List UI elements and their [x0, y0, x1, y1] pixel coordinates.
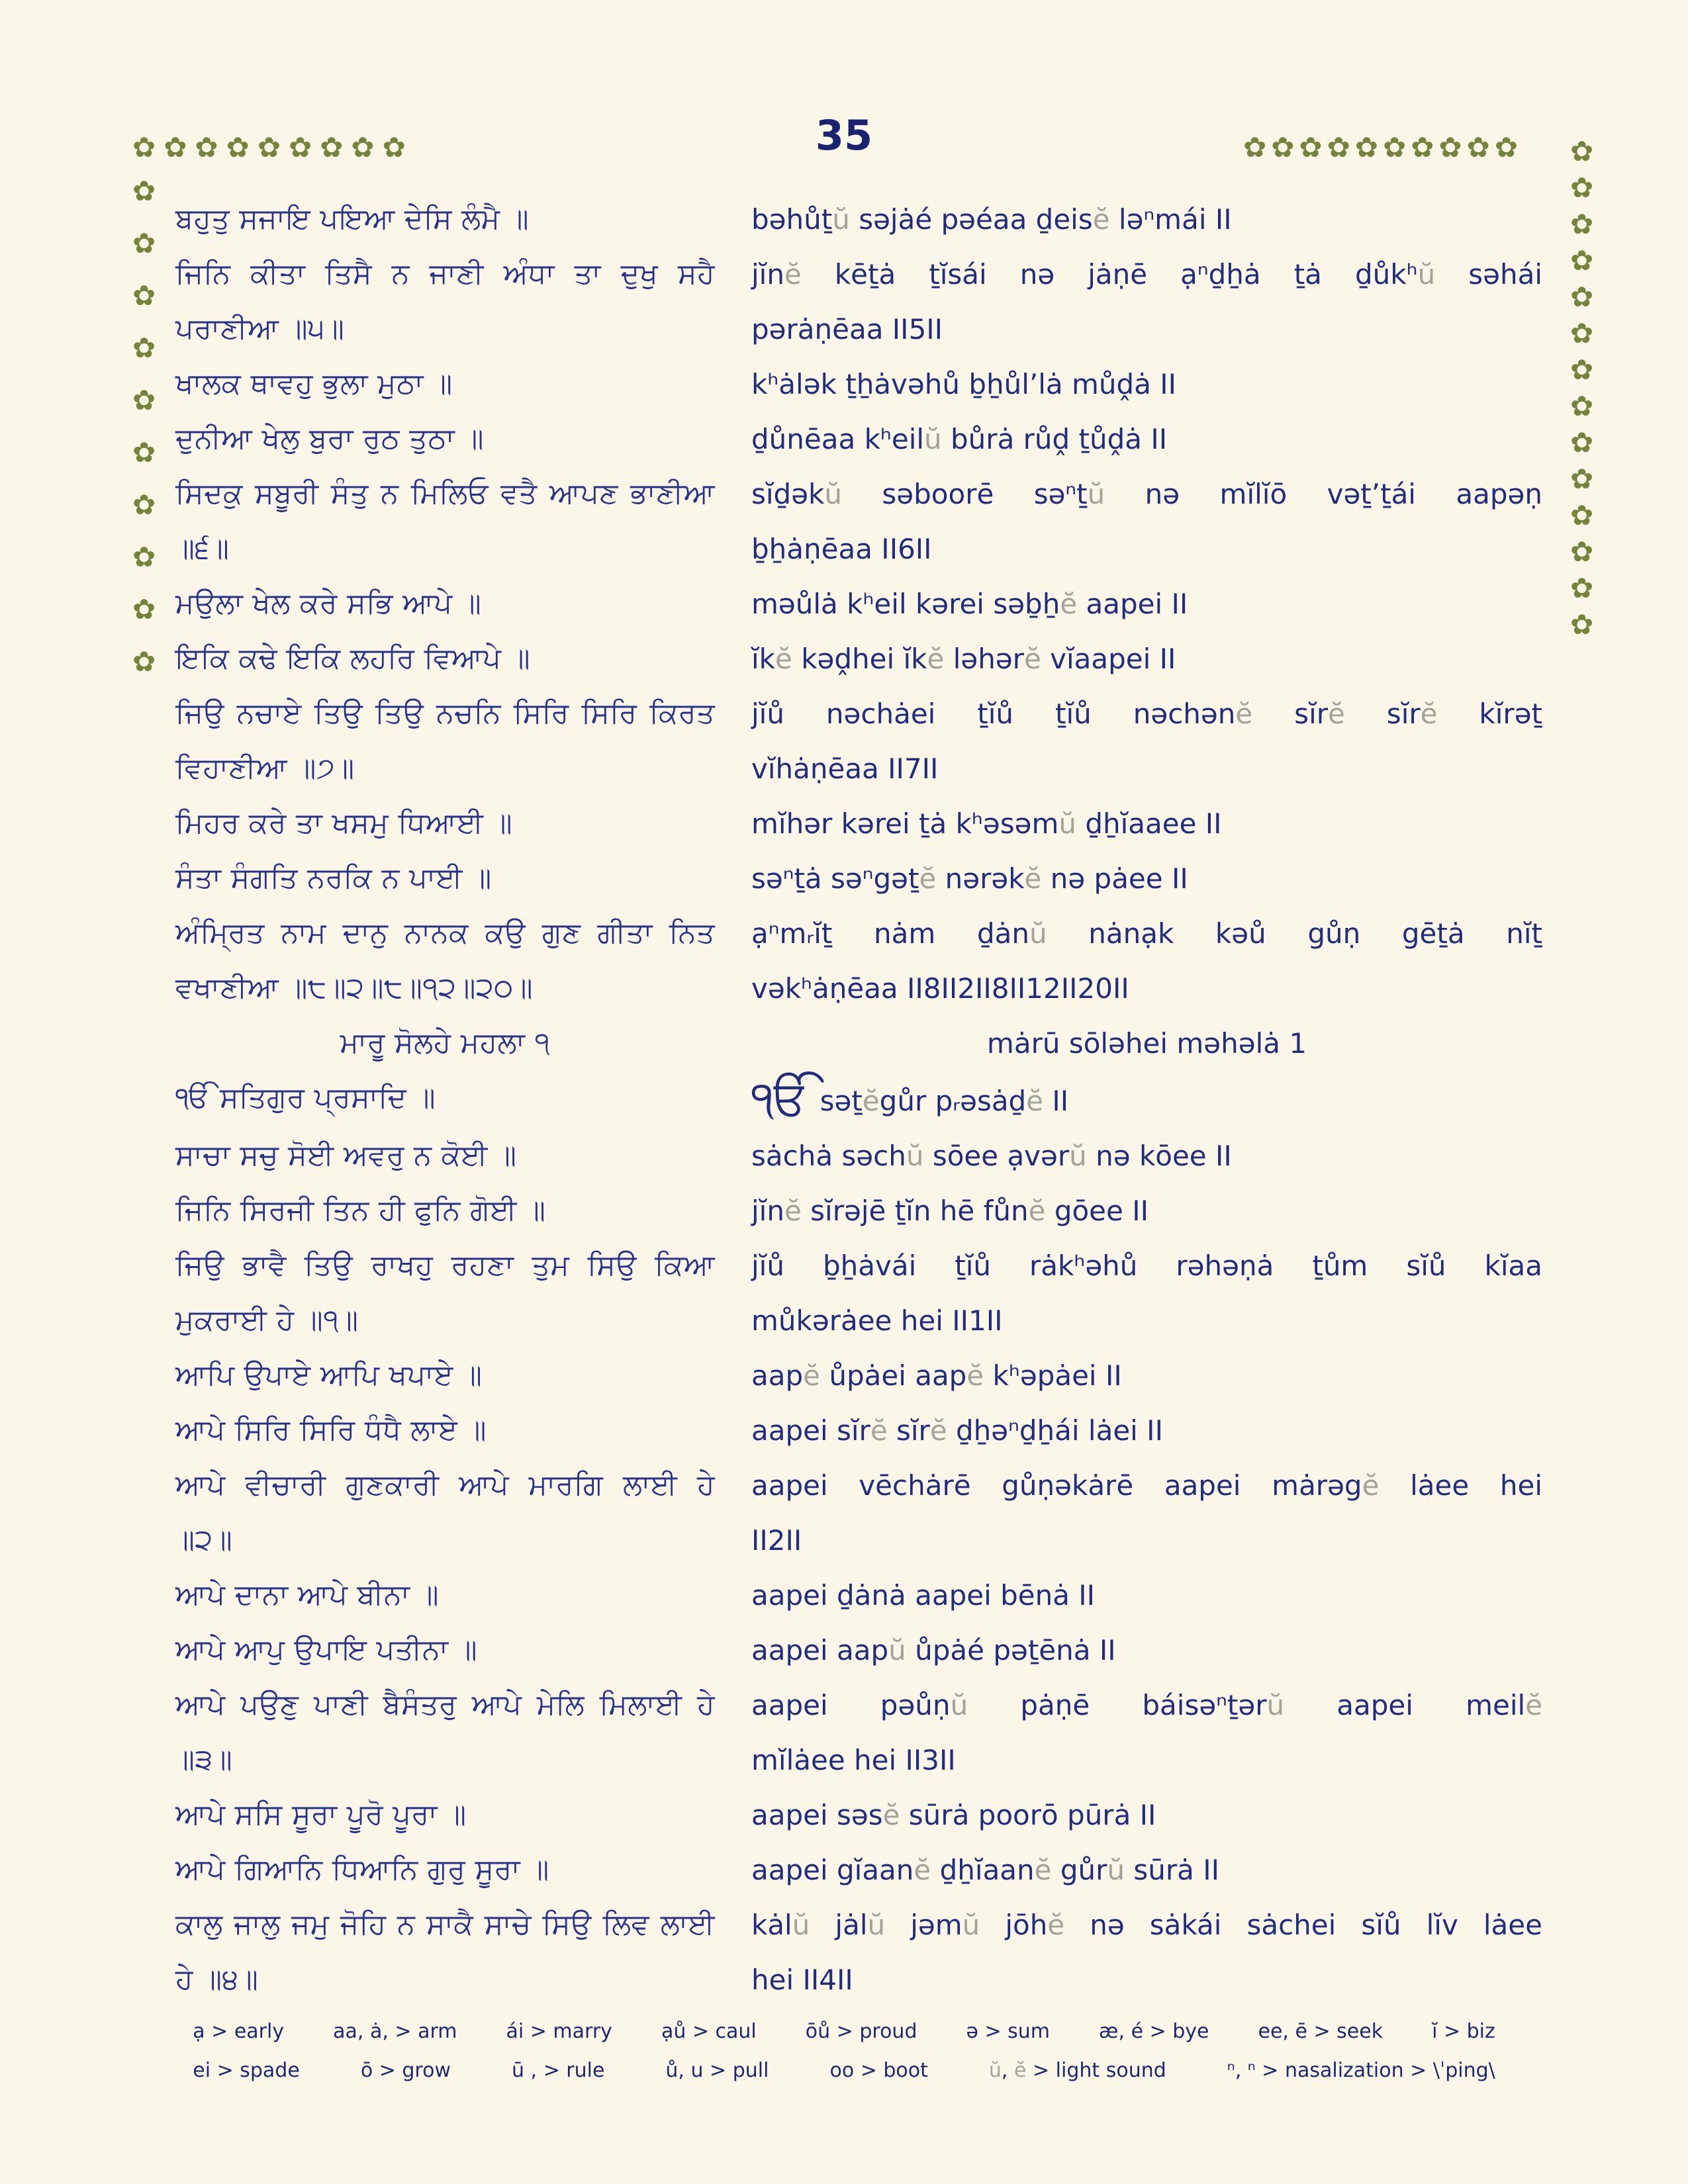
gurmukhi-line: ਬਹੁਤੁ ਸਜਾਇ ਪਇਆ ਦੇਸਿ ਲੰਮੈ ॥ [175, 203, 530, 236]
ornament-border-top-left [132, 131, 406, 163]
roman-line: aapĕ ůpȧei aapĕ kʰəpȧei II [751, 1359, 1122, 1392]
verse-row [175, 1183, 1549, 1238]
gurmukhi-line: ਆਪੇ ਵੀਚਾਰੀ ਗੁਣਕਾਰੀ ਆਪੇ ਮਾਰਗਿ ਲਾਈ ਹੇ ॥੨॥ [175, 1469, 715, 1557]
flower-icon: ✿ [1570, 572, 1594, 604]
flower-icon: ✿ [1570, 535, 1594, 568]
gurmukhi-line: ਅੰਮ੍ਰਿਤ ਨਾਮ ਦਾਨੁ ਨਾਨਕ ਕਉ ਗੁਣ ਗੀਤਾ ਨਿਤ ਵਖਾਣੀਆ ॥੮॥੨॥੮॥੧੨॥੨੦॥ [175, 917, 715, 1005]
flower-icon: ✿ [132, 645, 156, 678]
verse-row [175, 906, 1549, 1016]
verse-row [175, 1623, 1549, 1678]
roman-line: ạⁿmᵣĭṯ nȧm ḏȧnŭ nȧnạk kəů gůṇ gēṯȧ nĭṯ vəkʰȧṇēaa II8II2II8II12II20II [751, 917, 1542, 1005]
key-item: ōů > proud [805, 2020, 917, 2043]
gurmukhi-line: ਆਪੇ ਆਪੁ ਉਪਾਇ ਪਤੀਨਾ ॥ [175, 1633, 478, 1666]
verse-row [175, 357, 1549, 412]
gurmukhi-line: ਸਾਚਾ ਸਚੁ ਸੋਈ ਅਵਰੁ ਨ ਕੋਈ ॥ [175, 1139, 517, 1172]
verse-row [175, 467, 1549, 576]
key-item: ee, ē > seek [1258, 2020, 1383, 2043]
section-heading-row [175, 1016, 1549, 1071]
gurmukhi-line: ਆਪੇ ਸਸਿ ਸੂਰਾ ਪੂਰੋ ਪੂਰਾ ॥ [175, 1798, 467, 1831]
flower-icon: ✿ [195, 131, 218, 163]
verse-row [175, 796, 1549, 851]
gurmukhi-line: ਇਕਿ ਕਢੇ ਇਕਿ ਲਹਰਿ ਵਿਆਪੇ ॥ [175, 642, 531, 675]
gurmukhi-line: ਜਿਉ ਭਾਵੈ ਤਿਉ ਰਾਖਹੁ ਰਹਣਾ ਤੁਮ ਸਿਉ ਕਿਆ ਮੁਕਰਾਈ ਹੇ ॥੧॥ [175, 1249, 715, 1337]
roman-line: məůlȧ kʰeil kərei səḇẖĕ aapei II [751, 588, 1188, 620]
roman-line: jĭů ḇẖȧvái ṯĭů rȧkʰəhů rəhəṇȧ ṯům sĭů kĭaa můkərȧee hei II1II [751, 1250, 1542, 1337]
flower-icon: ✿ [351, 131, 375, 163]
verse-row [175, 412, 1549, 467]
invocation-row [175, 1071, 1549, 1128]
flower-icon: ✿ [132, 131, 156, 163]
flower-icon: ✿ [1570, 208, 1594, 240]
key-item: ū , > rule [511, 2059, 605, 2082]
verse-row [175, 1403, 1549, 1458]
flower-icon: ✿ [1411, 131, 1434, 163]
flower-icon: ✿ [1383, 131, 1407, 163]
flower-icon: ✿ [1327, 131, 1350, 163]
flower-icon: ✿ [1570, 499, 1594, 531]
pronunciation-key-row-2 [182, 2059, 1506, 2082]
key-item: ĭ > biz [1432, 2020, 1495, 2043]
flower-icon: ✿ [1243, 131, 1267, 163]
gurmukhi-line: ਕਾਲੁ ਜਾਲੁ ਜਮੁ ਜੋਹਿ ਨ ਸਾਕੈ ਸਾਚੇ ਸਿਉ ਲਿਵ ਲਾਈ ਹੇ ॥੪॥ [175, 1908, 715, 1996]
verse-row [175, 851, 1549, 906]
gurmukhi-line: ਜਿਨਿ ਕੀਤਾ ਤਿਸੈ ਨ ਜਾਣੀ ਅੰਧਾ ਤਾ ਦੁਖੁ ਸਹੈ ਪਰਾਣੀਆ ॥੫॥ [175, 257, 715, 345]
verse-row [175, 1678, 1549, 1788]
key-item: ạů > caul [661, 2020, 757, 2043]
verse-row [175, 1897, 1549, 2007]
roman-line: mĭhər kərei ṯȧ kʰəsəmŭ ḏẖĭaaee II [751, 807, 1222, 840]
flower-icon: ✿ [1466, 131, 1490, 163]
gurmukhi-line: ਜਿਉ ਨਚਾਏ ਤਿਉ ਤਿਉ ਨਚਨਿ ਸਿਰਿ ਸਿਰਿ ਕਿਰਤ ਵਿਹਾਣੀਆ ॥੭॥ [175, 697, 715, 785]
gurmukhi-line: ਆਪੇ ਸਿਰਿ ਸਿਰਿ ਧੰਧੈ ਲਾਏ ॥ [175, 1414, 487, 1447]
verse-row [175, 686, 1549, 796]
roman-line: sȧchȧ səchŭ sōee ạvərŭ nə kōee II [751, 1140, 1232, 1172]
verse-row [175, 1348, 1549, 1403]
gurmukhi-line: ਆਪੇ ਗਿਆਨਿ ਧਿਆਨਿ ਗੁਰੁ ਸੂਰਾ ॥ [175, 1853, 549, 1886]
flower-icon: ✿ [132, 175, 156, 207]
roman-line: ĭkĕ kəḓhei ĭkĕ ləhərĕ vĭaapei II [751, 643, 1176, 675]
verse-row [175, 247, 1549, 357]
roman-line: jĭnĕ kēṯȧ ṯĭsái nə jȧṇē ạⁿḏẖȧ ṯȧ ḏůkʰŭ səhái pərȧṇēaa II5II [751, 258, 1542, 345]
ik-onkar-icon: ੴ [751, 1070, 810, 1126]
roman-invocation-text: səṯĕgůr pᵣəsȧḏĕ II [820, 1085, 1069, 1117]
flower-icon: ✿ [1570, 463, 1594, 495]
verse-row [175, 1788, 1549, 1843]
flower-icon: ✿ [382, 131, 406, 163]
roman-line: səⁿṯȧ səⁿgəṯĕ nərəkĕ nə pȧee II [751, 862, 1188, 895]
roman-line: ḏůnēaa kʰeilŭ bůrȧ růḓ ṯůḓȧ II [751, 423, 1168, 455]
gurmukhi-line: ਮਉਲਾ ਖੇਲ ਕਰੇ ਸਭਿ ਆਪੇ ॥ [175, 587, 482, 620]
pronunciation-key [182, 2020, 1506, 2082]
flower-icon: ✿ [132, 384, 156, 416]
key-item: ŭ, ĕ > light sound [988, 2059, 1166, 2082]
flower-icon: ✿ [1570, 244, 1594, 277]
flower-icon: ✿ [1570, 171, 1594, 204]
flower-icon: ✿ [1299, 131, 1323, 163]
verse-row [175, 192, 1549, 247]
key-item: ạ > early [193, 2020, 285, 2043]
flower-icon: ✿ [132, 332, 156, 364]
flower-icon: ✿ [1570, 390, 1594, 422]
ornament-border-top-right [1243, 131, 1519, 163]
roman-line: aapei aapŭ ůpȧé pəṯēnȧ II [751, 1634, 1116, 1666]
flower-icon: ✿ [132, 436, 156, 469]
gurmukhi-line: ਸਿਦਕੁ ਸਬੂਰੀ ਸੰਤੁ ਨ ਮਿਲਿਓ ਵਤੈ ਆਪਣ ਭਾਣੀਆ ॥੬॥ [175, 477, 715, 565]
scripture-body [175, 192, 1549, 2007]
gurmukhi-line: ਆਪਿ ਉਪਾਏ ਆਪਿ ਖਪਾਏ ॥ [175, 1359, 483, 1392]
page-number: 35 [815, 111, 873, 159]
roman-line: aapei ḏȧnȧ aapei bēnȧ II [751, 1579, 1096, 1612]
key-item: ə > sum [966, 2020, 1051, 2043]
flower-icon: ✿ [132, 593, 156, 625]
key-item: ů, u > pull [665, 2059, 769, 2082]
roman-section-heading: mȧrū sōləhei məhəlȧ 1 [986, 1027, 1307, 1060]
roman-line: sĭḏəkŭ səboorē səⁿṯŭ nə mĭlĭō vəṯ’ṯái aapəṇ ḇẖȧṇēaa II6II [751, 478, 1542, 565]
flower-icon: ✿ [289, 131, 312, 163]
roman-line: jĭnĕ sĭrəjē ṯĭn hē fůnĕ gōee II [751, 1195, 1149, 1227]
gurmukhi-line: ਦੁਨੀਆ ਖੇਲੁ ਬੁਰਾ ਰੁਠ ਤੁਠਾ ॥ [175, 422, 484, 455]
flower-icon: ✿ [1570, 317, 1594, 349]
key-item: ⁿ, ⁿ > nasalization > \ˈping\ [1227, 2059, 1495, 2082]
verse-row [175, 1568, 1549, 1623]
roman-line: kʰȧlək ṯẖȧvəhů ḇẖůl’lȧ můḓȧ II [751, 368, 1177, 400]
flower-icon: ✿ [1570, 281, 1594, 313]
flower-icon: ✿ [1271, 131, 1295, 163]
key-item: æ, é > bye [1099, 2020, 1209, 2043]
roman-line: kȧlŭ jȧlŭ jəmŭ jōhĕ nə sȧkái sȧchei sĭů lĭv lȧee hei II4II [751, 1909, 1542, 1996]
roman-line: aapei səsĕ sūrȧ poorō pūrȧ II [751, 1799, 1156, 1831]
flower-icon: ✿ [1438, 131, 1462, 163]
flower-icon: ✿ [132, 541, 156, 573]
roman-line: bəhůṯŭ səjȧé pəéaa ḏeisĕ ləⁿmái II [751, 203, 1232, 236]
key-item: ei > spade [193, 2059, 300, 2082]
gurmukhi-line: ਮਿਹਰ ਕਰੇ ਤਾ ਖਸਮੁ ਧਿਆਈ ॥ [175, 807, 513, 840]
roman-invocation [751, 1071, 1542, 1128]
roman-line: aapei vēchȧrē gůṇəkȧrē aapei mȧrəgĕ lȧee hei II2II [751, 1469, 1542, 1557]
verse-row [175, 1458, 1549, 1568]
flower-icon: ✿ [132, 279, 156, 312]
verse-row [175, 576, 1549, 631]
flower-icon: ✿ [1570, 353, 1594, 386]
key-item: ái > marry [506, 2020, 612, 2043]
flower-icon: ✿ [164, 131, 187, 163]
flower-icon: ✿ [1570, 135, 1594, 167]
gurmukhi-line: ਜਿਨਿ ਸਿਰਜੀ ਤਿਨ ਹੀ ਫੁਨਿ ਗੋਈ ॥ [175, 1194, 546, 1227]
flower-icon: ✿ [1494, 131, 1519, 163]
roman-line: aapei gĭaanĕ ḏẖĭaanĕ gůrŭ sūrȧ II [751, 1854, 1220, 1886]
key-item: aa, ȧ, > arm [333, 2020, 457, 2043]
pronunciation-key-row-1 [182, 2020, 1506, 2043]
flower-icon: ✿ [226, 131, 250, 163]
flower-icon: ✿ [1354, 131, 1379, 163]
verse-row [175, 1128, 1549, 1183]
verse-row [175, 1238, 1549, 1348]
flower-icon: ✿ [132, 488, 156, 521]
flower-icon: ✿ [1570, 608, 1594, 641]
key-item: ō > grow [360, 2059, 451, 2082]
verse-row [175, 1843, 1549, 1897]
ornament-border-left [132, 177, 156, 676]
roman-line: aapei pəůṇŭ pȧṇē báisəⁿṯərŭ aapei meilĕ mĭlȧee hei II3II [751, 1689, 1543, 1776]
gurmukhi-line: ਆਪੇ ਪਉਣੁ ਪਾਣੀ ਬੈਸੰਤਰੁ ਆਪੇ ਮੇਲਿ ਮਿਲਾਈ ਹੇ ॥੩॥ [175, 1688, 715, 1776]
roman-line: aapei sĭrĕ sĭrĕ ḏẖəⁿḏẖái lȧei II [751, 1414, 1163, 1447]
flower-icon: ✿ [257, 131, 281, 163]
verse-row [175, 631, 1549, 686]
gurmukhi-line: ਆਪੇ ਦਾਨਾ ਆਪੇ ਬੀਨਾ ॥ [175, 1578, 440, 1612]
ornament-border-right [1570, 135, 1594, 641]
flower-icon: ✿ [320, 131, 344, 163]
flower-icon: ✿ [1570, 426, 1594, 459]
gurmukhi-line: ਖਾਲਕ ਥਾਵਹੁ ਭੁਲਾ ਮੁਠਾ ॥ [175, 367, 453, 400]
key-item: oo > boot [829, 2059, 928, 2082]
gurmukhi-line: ਸੰਤਾ ਸੰਗਤਿ ਨਰਕਿ ਨ ਪਾਈ ॥ [175, 862, 492, 895]
flower-icon: ✿ [132, 227, 156, 259]
gurmukhi-invocation: ੴ ਸਤਿਗੁਰ ਪ੍ਰਸਾਦਿ ॥ [175, 1081, 436, 1115]
gurmukhi-section-heading: ਮਾਰੂ ਸੋਲਹੇ ਮਹਲਾ ੧ [340, 1026, 551, 1060]
roman-line: jĭů nəchȧei ṯĭů ṯĭů nəchənĕ sĭrĕ sĭrĕ kĭrəṯ vĭhȧṇēaa II7II [751, 698, 1542, 785]
